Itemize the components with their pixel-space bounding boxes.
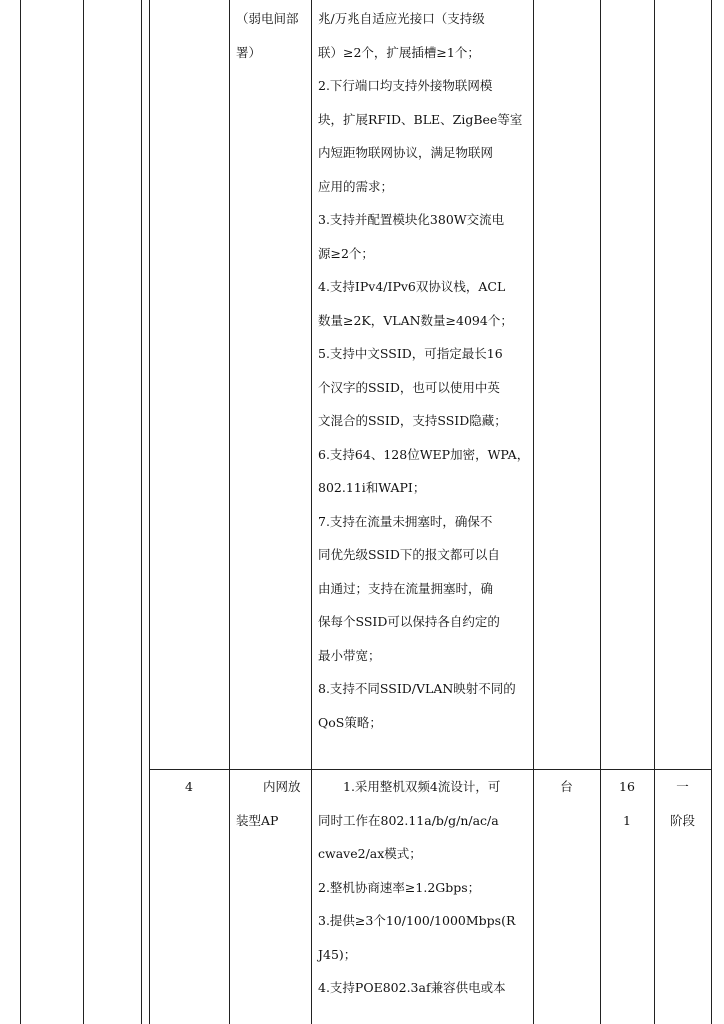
table-border — [229, 0, 230, 1024]
deploy-note-line: （弱电间部 — [236, 11, 299, 26]
spec-line: 1.采用整机双频4流设计，可 — [343, 779, 501, 794]
spec-line: 3.提供≥3个10/100/1000Mbps(R — [318, 913, 516, 928]
spec-line: 3.支持并配置模块化380W交流电 — [318, 212, 505, 227]
spec-line: 源≥2个； — [318, 245, 374, 261]
spec-line: 2.下行端口均支持外接物联网模 — [318, 78, 493, 93]
item-name-line: 装型AP — [236, 812, 279, 828]
spec-line: J45)； — [318, 946, 357, 962]
table-border — [654, 0, 655, 1024]
spec-line: 联）≥2个，扩展插槽≥1个； — [318, 44, 480, 60]
spec-line: 由通过；支持在流量拥塞时，确 — [318, 580, 494, 596]
deploy-note-cell — [236, 2, 310, 69]
spec-line: QoS策略； — [318, 714, 382, 730]
spec-cell — [318, 770, 530, 1005]
spec-line: 保每个SSID可以保持各自约定的 — [318, 614, 500, 629]
item-name-line: 内网放 — [263, 779, 301, 794]
phase-cell — [654, 770, 711, 837]
spec-line: 8.支持不同SSID/VLAN映射不同的 — [318, 681, 516, 696]
spec-line: 文混合的SSID，支持SSID隐藏； — [318, 413, 507, 428]
spec-line: 2.整机协商速率≥1.2Gbps； — [318, 879, 481, 895]
phase-line: 阶段 — [669, 812, 695, 828]
table-border — [149, 0, 150, 1024]
spec-line: cwave2/ax模式； — [318, 846, 422, 861]
table-border — [600, 0, 601, 1024]
phase-line: 一 — [676, 779, 689, 794]
spec-line: 同时工作在802.11a/b/g/n/ac/a — [318, 812, 499, 828]
table-border — [533, 0, 534, 1024]
spec-line: 同优先级SSID下的报文都可以自 — [318, 547, 500, 562]
spec-line: 数量≥2K，VLAN数量≥4094个； — [318, 312, 513, 328]
spec-line: 最小带宽； — [318, 647, 381, 663]
spec-line: 兆/万兆自适应光接口（支持级 — [318, 11, 485, 26]
quantity-line: 1 — [623, 812, 631, 828]
spec-line: 块，扩展RFID、BLE、ZigBee等室 — [318, 111, 523, 127]
spec-line: 6.支持64、128位WEP加密，WPA， — [318, 446, 530, 462]
spec-line: 4.支持POE802.3af兼容供电或本 — [318, 980, 506, 995]
quantity-cell — [600, 770, 654, 837]
table-border — [311, 0, 312, 1024]
spec-line: 个汉字的SSID，也可以使用中英 — [318, 379, 500, 395]
deploy-note-line: 署） — [236, 44, 262, 60]
spec-line: 4.支持IPv4/IPv6双协议栈，ACL — [318, 279, 506, 294]
table-border — [83, 0, 84, 1024]
item-name-cell — [236, 770, 310, 837]
spec-line: 7.支持在流量未拥塞时，确保不 — [318, 513, 493, 529]
table-border — [141, 0, 142, 1024]
item-number: 4 — [185, 779, 193, 794]
table-border — [20, 0, 21, 1024]
spec-line: 5.支持中文SSID，可指定最长16 — [318, 346, 503, 361]
table-border — [711, 0, 712, 1024]
spec-line: 802.11i和WAPI； — [318, 480, 426, 495]
unit-cell: 台 — [560, 779, 573, 794]
spec-line: 内短距物联网协议，满足物联网 — [318, 145, 494, 160]
quantity-line: 16 — [619, 779, 635, 794]
spec-cell — [318, 2, 530, 739]
spec-line: 应用的需求； — [318, 178, 394, 194]
